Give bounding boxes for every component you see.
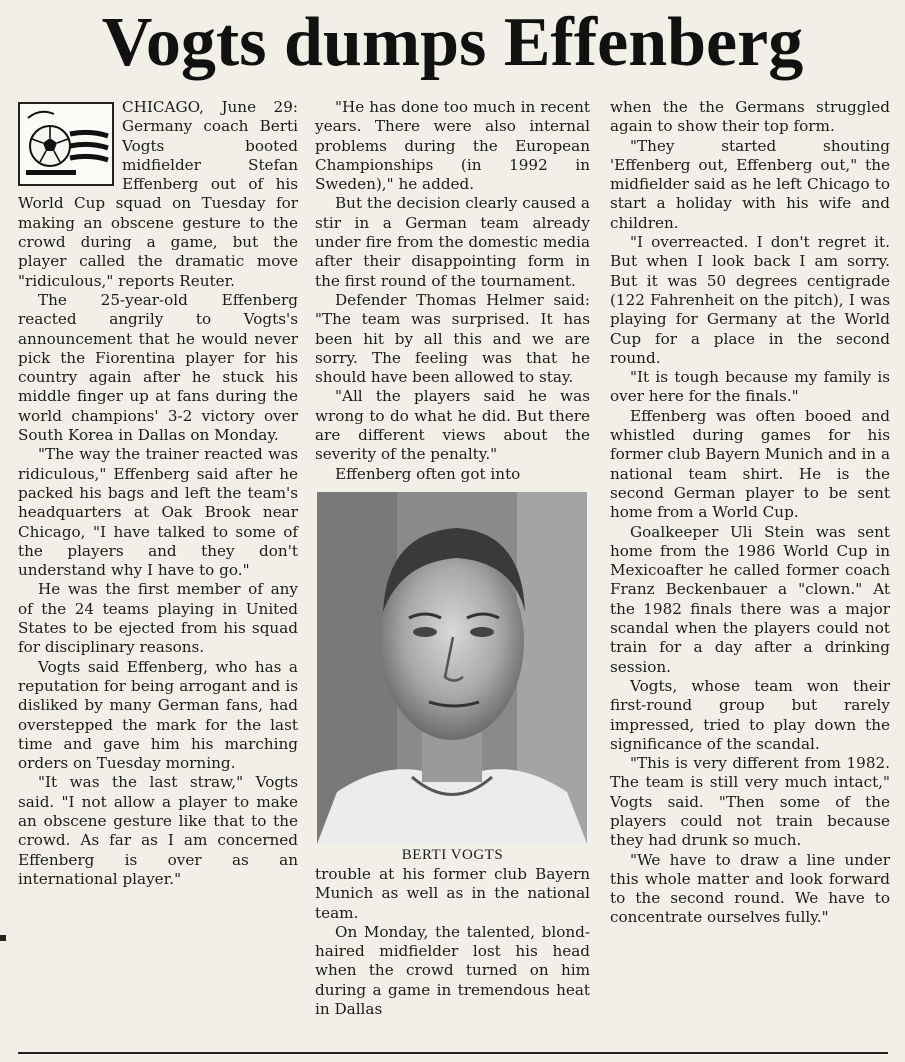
headline: Vogts dumps Effenberg	[101, 4, 804, 81]
paragraph: when the the Germans struggled again to show their top form.	[610, 98, 890, 136]
paragraph: But the decision clearly caused a stir in a German team already under fire from the domestic media after their disappointing form in the first round of the tournament.	[315, 194, 590, 290]
paragraph: "I overreacted. I don't regret it. But when I look back I am sorry. But it was 50 degrees centigrade (122 Fahrenheit on the pitch), I was playing for Germany at the World Cup for a place in the second round.	[610, 233, 890, 367]
article-column-2	[315, 98, 590, 1019]
paragraph: "He has done too much in recent years. There were also internal problems during the European Championships (in 1992 in Sweden)," he added.	[315, 98, 590, 194]
paragraph: Vogts, whose team won their first-round group but rarely impressed, tried to play down the significance of the scandal.	[610, 676, 890, 753]
paragraph: "We have to draw a line under this whole matter and look forward to the second round. We have to concentrate ourselves fully."	[610, 850, 890, 927]
paragraph: "It was the last straw," Vogts said. "I not allow a player to make an obscene gesture like that to the crowd. As far as I am concerned Effenberg is over as an international player."	[18, 773, 298, 888]
bottom-rule	[18, 1052, 888, 1054]
paragraph: "They started shouting 'Effenberg out, Effenberg out," the midfielder said as he left Chicago to start a holiday with his wife and children.	[610, 136, 890, 232]
paragraph: The 25-year-old Effenberg reacted angrily to Vogts's announcement that he would never pick the Fiorentina player for his country again after he stuck his middle finger up at fans during the world champions' 3-2 victory over South Korea in Dallas on Monday.	[18, 290, 298, 445]
paragraph: "The way the trainer reacted was ridiculous," Effenberg said after he packed his bags and left the team's headquarters at Oak Brook near Chicago, "I have talked to some of the players and they don't understand why I have to go."	[18, 445, 298, 580]
paragraph: On Monday, the talented, blond-haired midfielder lost his head when the crowd turned on him during a game in tremendous heat in Dallas	[315, 922, 590, 1019]
paragraph: Goalkeeper Uli Stein was sent home from the 1986 World Cup in Mexicoafter he called former coach Franz Beckenbauer a "clown." At the 1982 finals there was a major scandal when the players could not train for a day after a drinking session.	[610, 522, 890, 676]
world-cup-logo-icon	[18, 102, 114, 186]
article-column-1	[18, 98, 298, 889]
paragraph: "This is very different from 1982. The team is still very much intact," Vogts said. "Then some of the players could not train because they had drunk so much.	[610, 754, 890, 850]
paragraph: Defender Thomas Helmer said: "The team was surprised. It has been hit by all this and we are sorry. The feeling was that he should have been allowed to stay.	[315, 290, 590, 387]
article-column-3	[610, 98, 890, 928]
paragraph: Effenberg often got into	[335, 464, 521, 483]
column-marker	[0, 935, 6, 941]
paragraph: trouble at his former club Bayern Munich as well as in the national team.	[315, 864, 590, 922]
berti-vogts-photo	[317, 492, 587, 844]
paragraph: "All the players said he was wrong to do what he did. But there are different views about the severity of the penalty."	[315, 387, 590, 464]
paragraph: Effenberg was often booed and whistled during games for his former club Bayern Munich and in a national team shirt. He is the second German player to be sent home from a World Cup.	[610, 406, 890, 522]
photo-caption: BERTI VOGTS	[401, 846, 504, 863]
paragraph: "It is tough because my family is over here for the finals."	[610, 368, 890, 406]
paragraph: He was the first member of any of the 24 teams playing in United States to be ejected from his squad for disciplinary reasons.	[18, 580, 298, 657]
paragraph: CHICAGO, June 29: Germany coach Berti Vogts booted midfielder Stefan Effenberg out of his World Cup squad on Tuesday for making an obscene gesture to the crowd during a game, but the player called the dramatic move "ridiculous," reports Reuter.	[18, 98, 298, 290]
paragraph: Vogts said Effenberg, who has a reputation for being arrogant and is disliked by many German fans, had overstepped the mark for the last time and gave him his marching orders on Tuesday morning.	[18, 657, 298, 773]
